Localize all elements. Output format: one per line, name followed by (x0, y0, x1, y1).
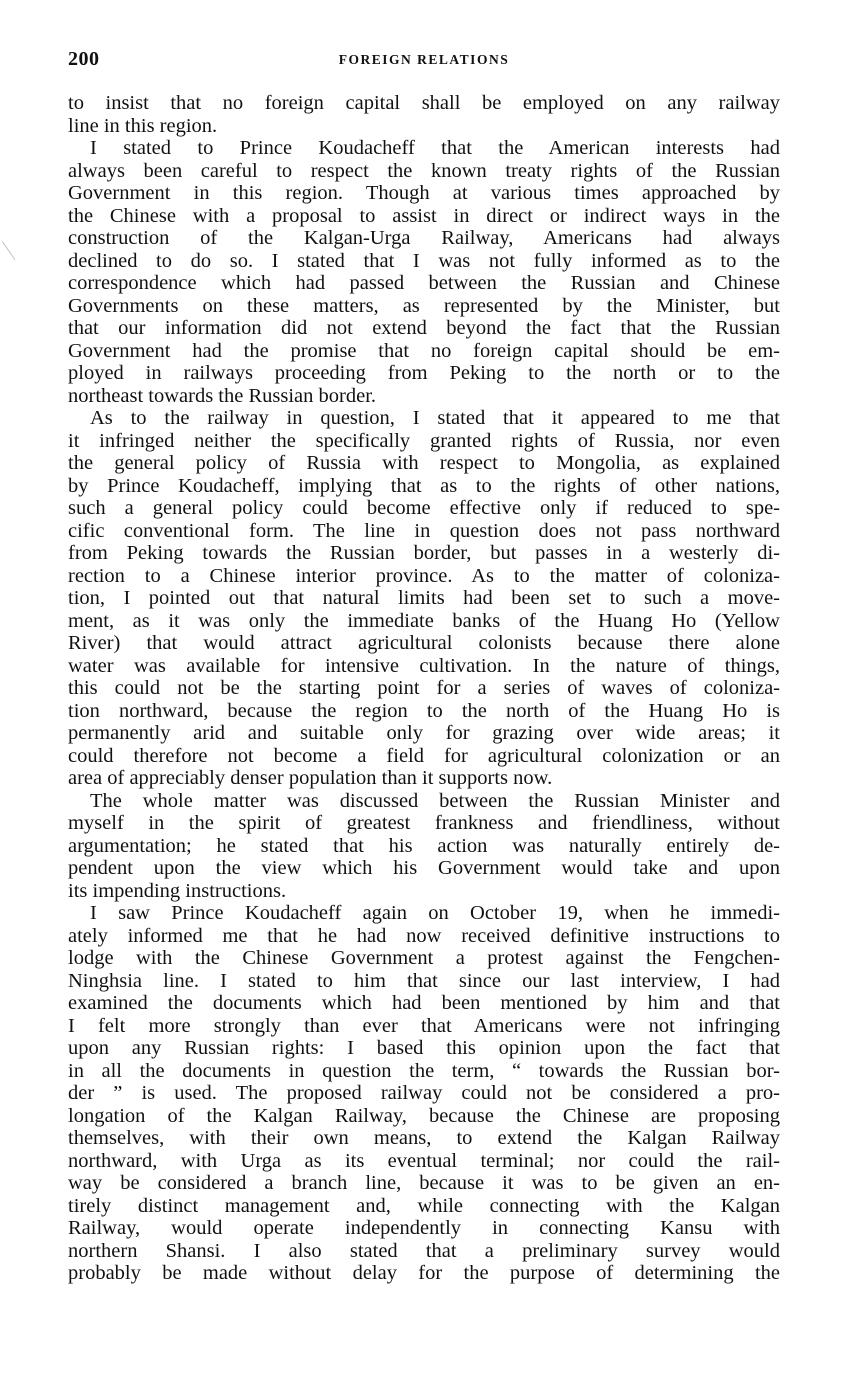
text-line: this could not be the starting point for a series of waves of coloniza- (68, 677, 780, 699)
page-header (68, 48, 780, 74)
text-line: the general policy of Russia with respect to Mongolia, as explained (68, 452, 780, 474)
text-line: Government in this region. Though at various times approached by (68, 182, 780, 204)
text-line: Governments on these matters, as represented by the Minister, but (68, 294, 780, 317)
text-line: by Prince Koudacheff, implying that as to the rights of other nations, (68, 474, 780, 497)
text-line: I felt more strongly than ever that Americans were not infringing (68, 1014, 780, 1037)
text-line: Ninghsia line. I stated to him that since our last interview, I had (68, 969, 780, 992)
margin-mark (2, 236, 24, 260)
text-line: water was available for intensive cultivation. In the nature of things, (68, 654, 780, 677)
text-line: always been careful to respect the known treaty rights of the Russian (68, 159, 780, 182)
text-line: its impending instructions. (68, 879, 287, 902)
text-line: from Peking towards the Russian border, but passes in a westerly di- (68, 542, 780, 564)
text-line: northeast towards the Russian border. (68, 384, 377, 407)
text-line: in all the documents in question the term, “ towards the Russian bor- (68, 1059, 780, 1082)
text-line: it infringed neither the specifically granted rights of Russia, nor even (68, 429, 780, 452)
text-line: der ” is used. The proposed railway could not be considered a pro- (68, 1082, 780, 1104)
text-line: rection to a Chinese interior province. As to the matter of coloniza- (68, 564, 780, 587)
text-line: argumentation; he stated that his action was naturally entirely de- (68, 834, 780, 857)
text-line: upon any Russian rights: I based this opinion upon the fact that (68, 1037, 780, 1059)
text-line: ployed in railways proceeding from Peking to the north or to the (68, 362, 780, 384)
text-line: tion, I pointed out that natural limits had been set to such a move- (68, 587, 780, 609)
text-line: ately informed me that he had now received definitive instructions to (68, 924, 780, 947)
text-line: River) that would attract agricultural colonists because there alone (68, 632, 780, 654)
text-line: tion northward, because the region to the north of the Huang Ho is (68, 699, 780, 722)
page-number: 200 (68, 48, 100, 70)
text-line: cific conventional form. The line in question does not pass northward (68, 519, 780, 542)
text-line: Railway, would operate independently in connecting Kansu with (68, 1217, 780, 1239)
text-line: ment, as it was only the immediate banks of the Huang Ho (Yellow (68, 609, 780, 632)
text-line: examined the documents which had been mentioned by him and that (68, 992, 780, 1014)
text-line: The whole matter was discussed between the Russian Minister and (90, 789, 780, 812)
text-line: way be considered a branch line, because it was to be given an en- (68, 1172, 780, 1194)
text-line: that our information did not extend beyond the fact that the Russian (68, 317, 780, 339)
text-line: tirely distinct management and, while connecting with the Kalgan (68, 1194, 780, 1217)
text-line: lodge with the Chinese Government a protest against the Fengchen- (68, 947, 780, 969)
text-line: Government had the promise that no foreign capital should be em- (68, 339, 780, 362)
running-head: FOREIGN RELATIONS (338, 52, 510, 67)
text-line: probably be made without delay for the purpose of determining the (68, 1262, 780, 1284)
text-line: I stated to Prince Koudacheff that the American interests had (90, 137, 780, 159)
text-line: declined to do so. I stated that I was not fully informed as to the (68, 249, 780, 272)
text-line: correspondence which had passed between the Russian and Chinese (68, 272, 780, 294)
text-line: construction of the Kalgan-Urga Railway, Americans had always (68, 227, 780, 249)
text-line: As to the railway in question, I stated that it appeared to me that (90, 407, 780, 429)
text-line: the Chinese with a proposal to assist in direct or indirect ways in the (68, 204, 780, 227)
text-line: themselves, with their own means, to extend the Kalgan Railway (68, 1127, 780, 1149)
text-line: permanently arid and suitable only for grazing over wide areas; it (68, 722, 780, 744)
text-line: longation of the Kalgan Railway, because the Chinese are proposing (68, 1104, 780, 1127)
text-line: line in this region. (68, 114, 218, 137)
text-line: such a general policy could become effective only if reduced to spe- (68, 497, 780, 519)
text-line: northern Shansi. I also stated that a preliminary survey would (68, 1239, 780, 1262)
text-line: pendent upon the view which his Government would take and upon (68, 857, 780, 879)
text-line: to insist that no foreign capital shall be employed on any railway (68, 92, 780, 114)
text-line: northward, with Urga as its eventual terminal; nor could the rail- (68, 1149, 780, 1172)
text-line: could therefore not become a field for agricultural colonization or an (68, 744, 780, 767)
text-line: I saw Prince Koudacheff again on October 19, when he immedi- (90, 902, 780, 924)
text-line: area of appreciably denser population than it supports now. (68, 767, 553, 789)
body-text (68, 92, 780, 1285)
text-line: myself in the spirit of greatest frankness and friendliness, without (68, 812, 780, 834)
